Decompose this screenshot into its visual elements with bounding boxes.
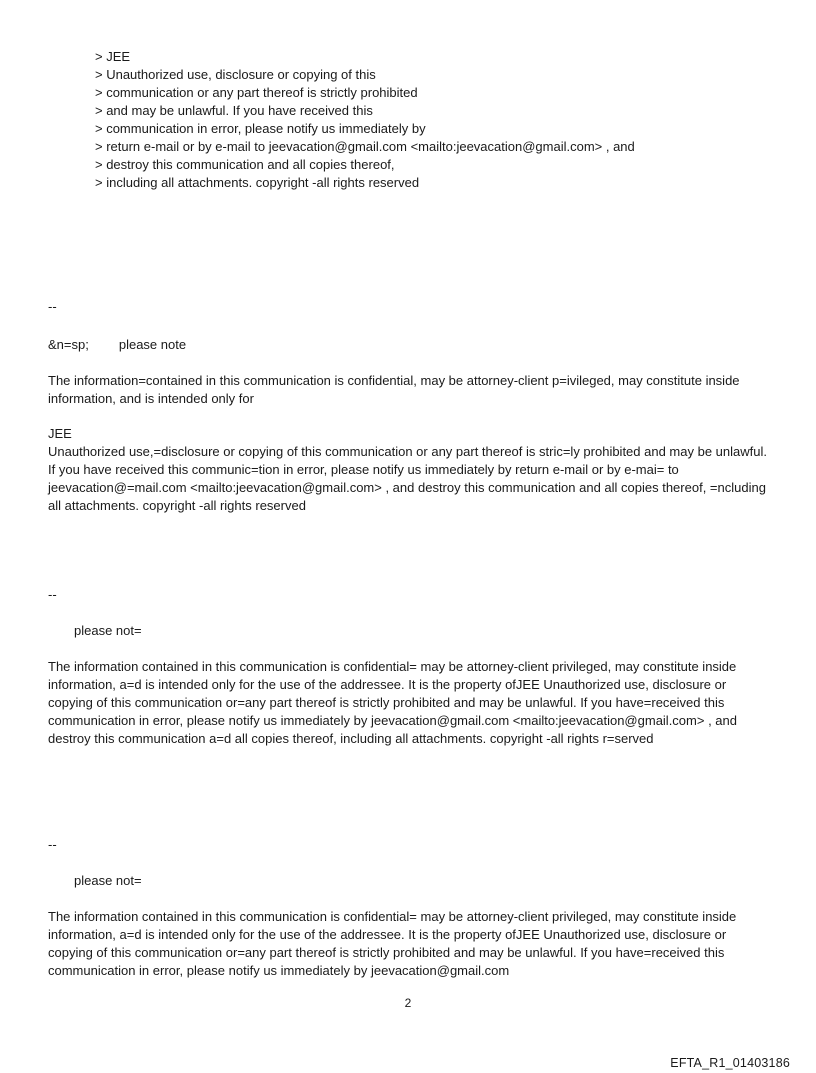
quoted-line: > destroy this communication and all copies thereof, xyxy=(95,157,395,172)
note-label: please note xyxy=(118,337,187,352)
confidentiality-paragraph: The information contained in this communication is confidential= may be attorney-client privileged, may constitute inside information, a=d is intended only for the use of the addressee. It is the property ofJEE Unauthorized use, disclosure or copying of this communication or=any part thereof is strictly prohibited and may be unlawful. If you have=received this communication in error, please notify us immediately by jeevacation@gmail.com xyxy=(48,909,737,978)
section1-separator-wrap xyxy=(48,298,768,316)
quoted-line: > return e-mail or by e-mail to jeevacation@gmail.com <mailto:jeevacation@gmail.com> , and xyxy=(95,139,635,154)
section3-paragraph xyxy=(48,908,768,980)
section1-jee-label-wrap xyxy=(48,425,768,443)
section1-paragraph-2 xyxy=(48,443,768,515)
quoted-block xyxy=(95,48,795,192)
section1-note-line xyxy=(48,336,768,354)
section2-paragraph xyxy=(48,658,768,748)
quoted-line: > communication in error, please notify us immediately by xyxy=(95,121,426,136)
separator: -- xyxy=(48,299,57,314)
section2-note-line xyxy=(48,622,768,640)
section3-separator-wrap xyxy=(48,836,768,854)
page-number: 2 xyxy=(404,996,412,1010)
quoted-line: > communication or any part thereof is strictly prohibited xyxy=(95,85,418,100)
note-label: please not= xyxy=(74,873,142,888)
section3-note-line xyxy=(48,872,768,890)
note-label: please not= xyxy=(74,623,142,638)
section2-separator-wrap xyxy=(48,586,768,604)
confidentiality-paragraph: The information=contained in this communication is confidential, may be attorney-client p=ivileged, may constitute inside information, and is intended only for xyxy=(48,373,740,406)
note-prefix: &n=sp; xyxy=(48,337,89,352)
section1-paragraph-1 xyxy=(48,372,768,408)
quoted-line: > Unauthorized use, disclosure or copying of this xyxy=(95,67,376,82)
quoted-line: > JEE xyxy=(95,49,131,64)
quoted-line: > including all attachments. copyright -all rights reserved xyxy=(95,175,420,190)
separator: -- xyxy=(48,587,57,602)
quoted-line: > and may be unlawful. If you have received this xyxy=(95,103,373,118)
separator: -- xyxy=(48,837,57,852)
jee-label: JEE xyxy=(48,426,72,441)
confidentiality-paragraph: The information contained in this communication is confidential= may be attorney-client privileged, may constitute inside information, a=d is intended only for the use of the addressee. It is the property ofJEE Unauthorized use, disclosure or copying of this communication or=any part thereof is strictly prohibited and may be unlawful. If you have=received this communication in error, please notify us immediately by jeevacation@gmail.com <mailto:jeevacation@gmail.com> , and destroy this communication a=d all copies thereof, including all attachments. copyright -all rights r=served xyxy=(48,659,737,746)
document-id: EFTA_R1_01403186 xyxy=(670,1056,790,1070)
unauthorized-use-paragraph: Unauthorized use,=disclosure or copying of this communication or any part thereof is stric=ly prohibited and may be unlawful. If you have received this communic=tion in error, please notify us immediately by return e-mail or by e-mai= to jeevacation@=mail.com <mailto:jeevacation@gmail.com> , and destroy this communication and all copies thereof, =ncluding all attachments. copyright -all rights reserved xyxy=(48,444,767,513)
